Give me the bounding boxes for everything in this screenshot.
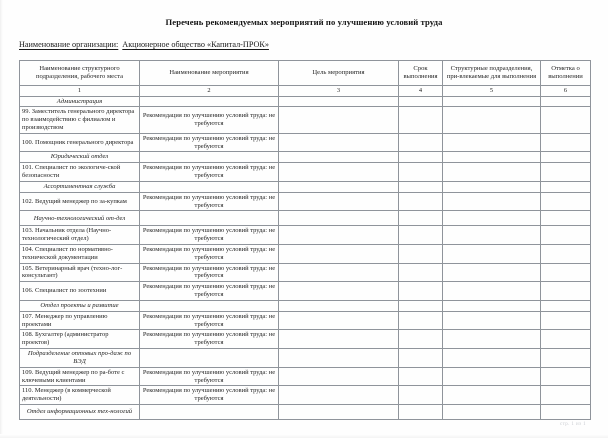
section-heading-cell: Юридический отдел	[20, 152, 140, 163]
involved-units-col5	[443, 226, 541, 245]
page-title: Перечень рекомендуемых мероприятий по улучшению условий труда	[165, 17, 443, 27]
page-bottom-edge-shading	[0, 434, 608, 438]
deadline-col4	[399, 311, 443, 330]
column-number-2: 2	[140, 85, 279, 96]
table-row	[20, 311, 591, 330]
measure-name-cell: Рекомендация по улучшению условий труда: не требуются	[140, 133, 279, 152]
deadline-col4	[399, 133, 443, 152]
completion-mark-col6	[541, 245, 591, 264]
completion-mark-col6	[541, 348, 591, 367]
completion-mark-col6	[541, 133, 591, 152]
involved-units-col5	[443, 192, 541, 211]
involved-units-col5	[443, 181, 541, 192]
measure-goal-col3	[279, 107, 399, 133]
completion-mark-col6	[541, 152, 591, 163]
completion-mark-col6	[541, 404, 591, 419]
column-number-5: 5	[443, 85, 541, 96]
table-row	[20, 404, 591, 419]
measure-goal-col3	[279, 367, 399, 386]
page-footer-mark: стр. 1 из 1	[559, 422, 586, 427]
table-header-row	[20, 60, 591, 85]
measures-table-container	[0, 51, 608, 420]
involved-units-col5	[443, 96, 541, 107]
measure-name-cell: Рекомендация по улучшению условий труда: не требуются	[140, 282, 279, 301]
column-header-involved-units: Структурные подразделения, при-влекаемые для выполнения	[443, 60, 541, 85]
measure-goal-col3	[279, 192, 399, 211]
column-number-1: 1	[20, 85, 140, 96]
table-row	[20, 300, 591, 311]
measure-goal-col3	[279, 163, 399, 182]
measure-name-cell: Рекомендация по улучшению условий труда: не требуются	[140, 192, 279, 211]
table-row	[20, 152, 591, 163]
position-name-cell: 107. Менеджер по управлению проектами	[20, 311, 140, 330]
table-row	[20, 211, 591, 226]
table-row	[20, 133, 591, 152]
measure-goal-col3	[279, 300, 399, 311]
section-heading-cell: Ассортиментная служба	[20, 181, 140, 192]
completion-mark-col6	[541, 367, 591, 386]
completion-mark-col6	[541, 96, 591, 107]
measure-name-cell: Рекомендация по улучшению условий труда: не требуются	[140, 367, 279, 386]
deadline-col4	[399, 192, 443, 211]
deadline-col4	[399, 367, 443, 386]
organization-line	[0, 27, 608, 50]
measure-name-cell: Рекомендация по улучшению условий труда: не требуются	[140, 311, 279, 330]
completion-mark-col6	[541, 181, 591, 192]
table-body	[20, 96, 591, 419]
measure-name-cell	[140, 348, 279, 367]
measure-name-cell: Рекомендация по улучшению условий труда: не требуются	[140, 107, 279, 133]
section-heading-cell: Администрация	[20, 96, 140, 107]
completion-mark-col6	[541, 226, 591, 245]
involved-units-col5	[443, 300, 541, 311]
table-row	[20, 163, 591, 182]
column-header-measure-name: Наименование мероприятия	[140, 60, 279, 85]
organization-label: Наименование организации:	[19, 40, 119, 50]
measure-name-cell	[140, 404, 279, 419]
deadline-col4	[399, 163, 443, 182]
table-row	[20, 282, 591, 301]
measure-goal-col3	[279, 211, 399, 226]
measure-goal-col3	[279, 133, 399, 152]
section-heading-cell: Подразделение оптовых про-даж по ВЭД	[20, 348, 140, 367]
column-number-4: 4	[399, 85, 443, 96]
involved-units-col5	[443, 330, 541, 349]
involved-units-col5	[443, 386, 541, 405]
section-heading-cell: Научно-технологический от-дел	[20, 211, 140, 226]
measure-goal-col3	[279, 245, 399, 264]
measure-name-cell	[140, 300, 279, 311]
completion-mark-col6	[541, 192, 591, 211]
organization-value: Акционерное общество «Капитал-ПРОК»	[122, 40, 269, 50]
column-header-measure-goal: Цель мероприятия	[279, 60, 399, 85]
deadline-col4	[399, 181, 443, 192]
table-row	[20, 330, 591, 349]
deadline-col4	[399, 348, 443, 367]
completion-mark-col6	[541, 107, 591, 133]
measure-goal-col3	[279, 226, 399, 245]
deadline-col4	[399, 96, 443, 107]
table-row	[20, 181, 591, 192]
deadline-col4	[399, 152, 443, 163]
involved-units-col5	[443, 263, 541, 282]
table-column-number-row	[20, 85, 591, 96]
table-row	[20, 107, 591, 133]
completion-mark-col6	[541, 211, 591, 226]
column-header-subdivision: Наименование структурного подразделения, рабочего места	[20, 60, 140, 85]
position-name-cell: 99. Заместитель генерального директора по взаимодействию с филиалом и производством	[20, 107, 140, 133]
table-row	[20, 192, 591, 211]
position-name-cell: 110. Менеджер (в коммерческой деятельности)	[20, 386, 140, 405]
deadline-col4	[399, 226, 443, 245]
measure-name-cell	[140, 96, 279, 107]
column-number-6: 6	[541, 85, 591, 96]
deadline-col4	[399, 300, 443, 311]
measure-goal-col3	[279, 282, 399, 301]
table-row	[20, 367, 591, 386]
involved-units-col5	[443, 311, 541, 330]
position-name-cell: 103. Начальник отдела (Научно-технологический отдел)	[20, 226, 140, 245]
measure-goal-col3	[279, 152, 399, 163]
measure-goal-col3	[279, 181, 399, 192]
involved-units-col5	[443, 133, 541, 152]
completion-mark-col6	[541, 263, 591, 282]
deadline-col4	[399, 282, 443, 301]
table-row	[20, 348, 591, 367]
measures-table	[19, 60, 591, 420]
position-name-cell: 101. Специалист по экологиче-ской безопасности	[20, 163, 140, 182]
measure-name-cell: Рекомендация по улучшению условий труда: не требуются	[140, 263, 279, 282]
column-header-deadline: Срок выполнения	[399, 60, 443, 85]
deadline-col4	[399, 245, 443, 264]
involved-units-col5	[443, 404, 541, 419]
measure-goal-col3	[279, 96, 399, 107]
deadline-col4	[399, 107, 443, 133]
measure-name-cell: Рекомендация по улучшению условий труда: не требуются	[140, 245, 279, 264]
deadline-col4	[399, 330, 443, 349]
deadline-col4	[399, 263, 443, 282]
measure-name-cell: Рекомендация по улучшению условий труда: не требуются	[140, 226, 279, 245]
table-row	[20, 96, 591, 107]
deadline-col4	[399, 211, 443, 226]
table-row	[20, 386, 591, 405]
column-header-completion-mark: Отметка о выполнении	[541, 60, 591, 85]
position-name-cell: 106. Специалист по зоотехнии	[20, 282, 140, 301]
completion-mark-col6	[541, 386, 591, 405]
section-heading-cell: Отдел проекты и развитие	[20, 300, 140, 311]
involved-units-col5	[443, 282, 541, 301]
section-heading-cell: Отдел информационных тех-нологий	[20, 404, 140, 419]
table-row	[20, 245, 591, 264]
measure-goal-col3	[279, 404, 399, 419]
measure-name-cell	[140, 152, 279, 163]
involved-units-col5	[443, 367, 541, 386]
table-row	[20, 226, 591, 245]
measure-name-cell: Рекомендация по улучшению условий труда: не требуются	[140, 386, 279, 405]
involved-units-col5	[443, 211, 541, 226]
involved-units-col5	[443, 163, 541, 182]
table-row	[20, 263, 591, 282]
column-number-3: 3	[279, 85, 399, 96]
table-header	[20, 60, 591, 96]
measure-name-cell: Рекомендация по улучшению условий труда: не требуются	[140, 163, 279, 182]
involved-units-col5	[443, 152, 541, 163]
position-name-cell: 104. Специалист по нормативно-технической документации	[20, 245, 140, 264]
completion-mark-col6	[541, 311, 591, 330]
measure-goal-col3	[279, 330, 399, 349]
position-name-cell: 105. Ветеринарный врач (техно-лог-консультант)	[20, 263, 140, 282]
completion-mark-col6	[541, 282, 591, 301]
position-name-cell: 108. Бухгалтер (администратор проектов)	[20, 330, 140, 349]
completion-mark-col6	[541, 163, 591, 182]
measure-name-cell	[140, 211, 279, 226]
completion-mark-col6	[541, 330, 591, 349]
measure-name-cell: Рекомендация по улучшению условий труда: не требуются	[140, 330, 279, 349]
position-name-cell: 102. Ведущий менеджер по за-купкам	[20, 192, 140, 211]
involved-units-col5	[443, 245, 541, 264]
deadline-col4	[399, 386, 443, 405]
deadline-col4	[399, 404, 443, 419]
measure-goal-col3	[279, 263, 399, 282]
involved-units-col5	[443, 107, 541, 133]
measure-name-cell	[140, 181, 279, 192]
measure-goal-col3	[279, 386, 399, 405]
completion-mark-col6	[541, 300, 591, 311]
position-name-cell: 109. Ведущий менеджер по ра-боте с ключевыми клиентами	[20, 367, 140, 386]
involved-units-col5	[443, 348, 541, 367]
measure-goal-col3	[279, 348, 399, 367]
measure-goal-col3	[279, 311, 399, 330]
position-name-cell: 100. Помощник генерального директора	[20, 133, 140, 152]
